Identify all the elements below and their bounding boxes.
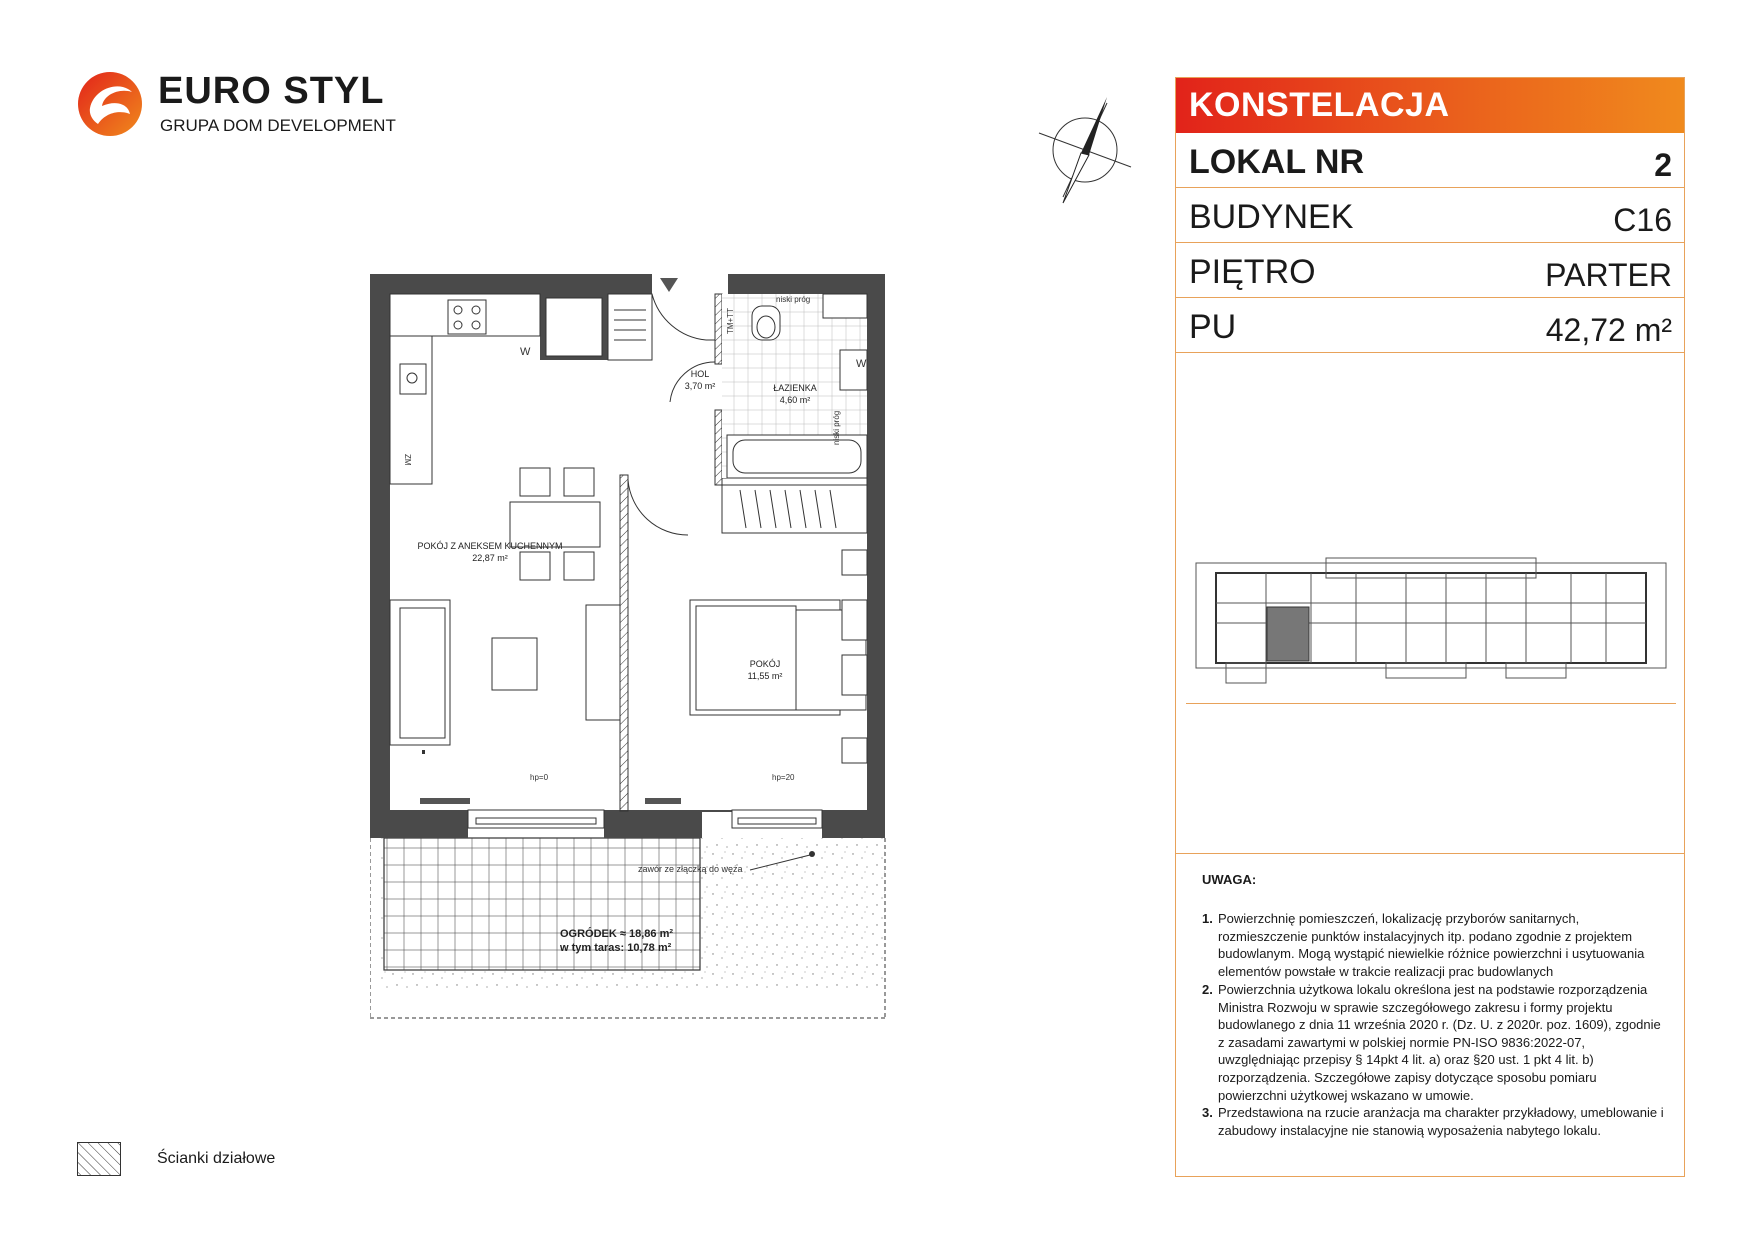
north-arrow-icon <box>1035 95 1135 210</box>
note-number: 3. <box>1202 1105 1213 1120</box>
row-pietro-label: PIĘTRO <box>1189 253 1316 291</box>
room-hol <box>675 368 725 392</box>
room-pokoj-name: POKÓJ <box>749 659 781 669</box>
floor-plan <box>370 270 900 1040</box>
room-pokoj-aneks <box>410 540 570 564</box>
note-zawor: zawór ze złączką do węża <box>638 864 743 874</box>
row-budynek <box>1176 188 1684 243</box>
row-budynek-label: BUDYNEK <box>1189 198 1354 236</box>
brand-logo <box>76 70 396 140</box>
garden-label <box>560 927 673 955</box>
room-pokoj-aneks-name: POKÓJ Z ANEKSEM KUCHENNYM <box>417 541 563 551</box>
note-w-kitchen: W <box>520 346 531 358</box>
notes-section <box>1176 853 1684 1174</box>
room-lazienka-area: 4,60 m² <box>779 395 811 405</box>
row-lokal <box>1176 133 1684 188</box>
room-pokoj <box>735 658 795 682</box>
legend-label: Ścianki działowe <box>157 1150 276 1167</box>
note-number: 1. <box>1202 911 1213 926</box>
hatch-swatch-icon <box>77 1142 121 1176</box>
row-pu-value: 42,72 m² <box>1545 312 1672 348</box>
row-pu <box>1176 298 1684 353</box>
note-text: Powierzchnię pomieszczeń, lokalizację przyborów sanitarnych, rozmieszczenie punktów instalacyjnych itp. podano zgodnie z projektem budowlanym. Mogą wystąpić niewielkie różnice powierzchni i usytuowania elementów powstałe w trakcie realizacji prac budowlanych <box>1218 911 1645 979</box>
room-lazienka <box>765 382 825 406</box>
note-hp0: hp=0 <box>530 773 549 782</box>
row-lokal-value: 2 <box>1654 147 1672 183</box>
row-budynek-value: C16 <box>1613 202 1672 238</box>
row-pu-label: PU <box>1189 308 1237 346</box>
room-hol-area: 3,70 m² <box>684 381 716 391</box>
note-text: Przedstawiona na rzucie aranżacja ma charakter przykładowy, umeblowanie i zabudowy instalacyjne nie stanowią wyposażenia nabytego lokalu. <box>1218 1105 1664 1138</box>
room-pokoj-area: 11,55 m² <box>747 671 783 681</box>
note-w-bath: W <box>856 358 867 370</box>
legend <box>77 1142 337 1182</box>
garden-terrace-area: w tym taras: 10,78 m² <box>560 942 672 954</box>
project-title-bar <box>1176 78 1684 133</box>
row-lokal-label: LOKAL NR <box>1189 143 1365 181</box>
row-pietro <box>1176 243 1684 298</box>
note-niski-prog-side: niski próg <box>832 410 841 445</box>
note-text: Powierzchnia użytkowa lokalu określona jest na podstawie rozporządzenia Ministra Rozwoju w sprawie szczegółowego zakresu i formy projektu budowlanego z dnia 11 września 2020 r. (Dz. U. z 2020r. poz. 1609), zgodnie z zasadami zawartymi w polskiej normie PN-ISO 9836:2022-07, uwzględniając przepisy § 14pkt 4 lit. a) oraz §20 ust. 1 pkt 4 lit. b) rozporządzenia. Szczegółowe zapisy dotyczące sposobu pomiaru powierzchni użytkowej wskazano w umowie. <box>1218 982 1661 1103</box>
note-zm: ZM <box>403 454 412 466</box>
room-lazienka-name: ŁAZIENKA <box>773 383 817 393</box>
brand-subtitle: GRUPA DOM DEVELOPMENT <box>160 116 396 135</box>
note-tm-tt: TM+TT <box>726 308 735 334</box>
room-hol-name: HOL <box>690 369 710 379</box>
note-niski-prog-top: niski próg <box>776 295 811 304</box>
brand-name: EURO STYL <box>158 70 385 112</box>
apartment-info-panel <box>1175 77 1685 1177</box>
note-hp20: hp=20 <box>772 773 795 782</box>
building-location-map <box>1186 543 1676 704</box>
room-pokoj-aneks-area: 22,87 m² <box>472 553 508 563</box>
project-name: KONSTELACJA <box>1189 86 1450 124</box>
row-pietro-value: PARTER <box>1545 257 1672 293</box>
garden-area: OGRÓDEK ≈ 18,86 m² <box>560 928 674 940</box>
notes-title: UWAGA: <box>1202 872 1257 887</box>
note-number: 2. <box>1202 982 1213 997</box>
euro-styl-logo-icon <box>76 70 144 138</box>
